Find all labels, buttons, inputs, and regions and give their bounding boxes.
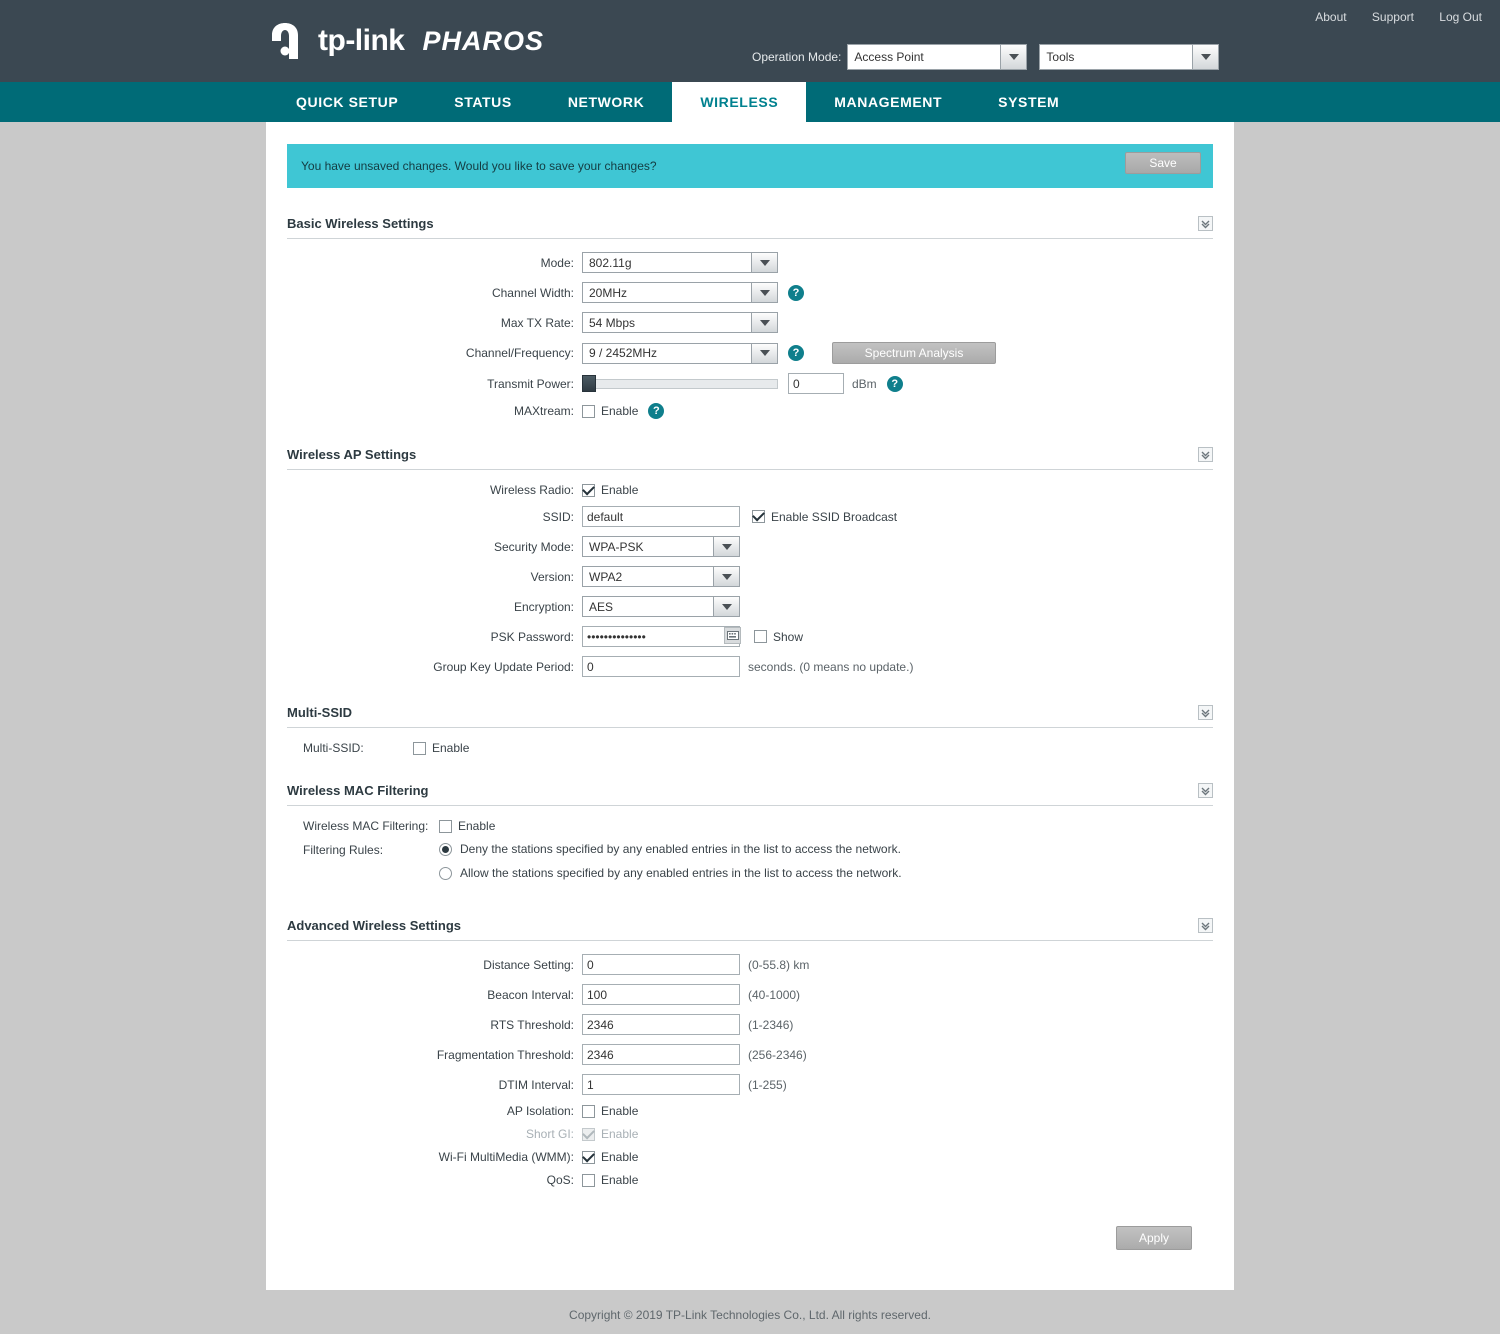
rule-allow-label: Allow the stations specified by any enabled entries in the list to access the network. [460, 866, 902, 880]
field-ssid [287, 506, 1213, 527]
distance-hint: (0-55.8) km [748, 957, 810, 972]
wmm-checkbox[interactable] [582, 1151, 595, 1164]
mac-filtering-checkbox[interactable] [439, 820, 452, 833]
ap-isolation-checkbox[interactable] [582, 1105, 595, 1118]
chevron-down-icon [713, 597, 739, 616]
rts-hint: (1-2346) [748, 1017, 794, 1032]
wmm-checkbox-wrap[interactable] [582, 1150, 638, 1164]
field-qos [287, 1173, 1213, 1187]
version-label: Version: [530, 569, 574, 584]
brand-logo [268, 21, 544, 61]
channel-frequency-select[interactable] [582, 343, 778, 364]
channel-width-value: 20MHz [589, 285, 628, 300]
chevron-down-icon[interactable] [1198, 216, 1213, 231]
psk-password-label: PSK Password: [490, 629, 574, 644]
chevron-down-icon [751, 283, 777, 302]
chevron-down-icon [1192, 45, 1218, 69]
wmm-enable-label: Enable [601, 1150, 639, 1164]
section-body [287, 806, 1213, 890]
field-short-gi [287, 1127, 1213, 1141]
chevron-down-icon[interactable] [1198, 918, 1213, 933]
rule-deny-radio[interactable] [439, 843, 452, 856]
short-gi-checkbox [582, 1128, 595, 1141]
ssid-input[interactable] [582, 506, 740, 527]
chevron-down-icon[interactable] [1198, 705, 1213, 720]
maxstream-checkbox-wrap[interactable] [582, 404, 638, 418]
section-body [287, 239, 1213, 419]
max-tx-rate-select[interactable] [582, 312, 778, 333]
field-transmit-power [287, 373, 1213, 394]
section-multi-ssid [287, 705, 1213, 755]
field-wireless-radio [287, 483, 1213, 497]
nav-quick-setup[interactable]: QUICK SETUP [296, 94, 399, 110]
group-key-label: Group Key Update Period: [433, 659, 574, 674]
field-channel-width [287, 282, 1213, 303]
section-body [287, 941, 1213, 1187]
ssid-broadcast-checkbox[interactable] [752, 510, 765, 523]
field-version [287, 566, 1213, 587]
unsaved-changes-banner [287, 144, 1213, 188]
channel-frequency-label: Channel/Frequency: [465, 346, 574, 360]
short-gi-checkbox-wrap [582, 1127, 638, 1141]
help-icon[interactable]: ? [648, 403, 664, 419]
brand-name: tp-link [318, 24, 405, 57]
ssid-label: SSID: [542, 509, 574, 524]
group-key-hint: seconds. (0 means no update.) [748, 659, 914, 674]
nav-management[interactable]: MANAGEMENT [834, 94, 943, 110]
show-password-label: Show [773, 629, 804, 644]
product-name: PHAROS [422, 25, 545, 56]
section-advanced-wireless [287, 918, 1213, 1187]
rule-deny-label: Deny the stations specified by any enabled entries in the list to access the network. [460, 842, 901, 856]
filtering-rules-label: Filtering Rules: [303, 843, 384, 857]
section-header [287, 783, 1213, 806]
transmit-power-label: Transmit Power: [487, 376, 574, 391]
maxstream-checkbox[interactable] [582, 405, 595, 418]
maxstream-enable-label: Enable [601, 404, 639, 418]
help-icon[interactable]: ? [788, 285, 804, 301]
field-distance-setting [287, 954, 1213, 975]
chevron-down-icon[interactable] [1198, 447, 1213, 462]
distance-label: Distance Setting: [483, 957, 574, 972]
ssid-broadcast-label: Enable SSID Broadcast [771, 509, 898, 524]
support-link[interactable]: Support [1371, 10, 1414, 24]
mode-select[interactable] [582, 252, 778, 273]
security-mode-select[interactable] [582, 536, 740, 557]
group-key-input[interactable] [582, 656, 740, 677]
maxstream-label: MAXtream: [513, 404, 574, 418]
field-maxstream [287, 403, 1213, 419]
fragmentation-input[interactable] [582, 1044, 740, 1065]
multi-ssid-enable-label: Enable [432, 741, 470, 755]
nav-status[interactable]: STATUS [454, 94, 512, 110]
wireless-radio-checkbox-wrap[interactable] [582, 483, 638, 497]
rule-deny-option[interactable] [439, 842, 902, 856]
top-header [0, 0, 1500, 82]
nav-network[interactable]: NETWORK [567, 94, 645, 110]
section-header [287, 918, 1213, 941]
section-title-ap: Wireless AP Settings [287, 447, 417, 462]
ssid-broadcast-wrap[interactable] [752, 510, 897, 524]
field-channel-frequency [287, 342, 1213, 364]
apply-button[interactable]: Apply [1116, 1226, 1192, 1250]
field-dtim-interval [287, 1074, 1213, 1095]
transmit-power-slider[interactable] [582, 373, 778, 394]
section-header [287, 705, 1213, 728]
chevron-down-icon [751, 313, 777, 332]
tools-value: Tools [1046, 50, 1075, 64]
chevron-down-icon [713, 537, 739, 556]
channel-width-label: Channel Width: [491, 285, 574, 300]
show-password-wrap[interactable] [754, 630, 803, 644]
mode-label: Mode: [540, 255, 574, 270]
max-tx-rate-value: 54 Mbps [589, 315, 636, 330]
rule-allow-option[interactable] [439, 866, 902, 880]
header-links [1293, 10, 1482, 24]
field-max-tx-rate [287, 312, 1213, 333]
wireless-radio-enable-label: Enable [601, 483, 639, 497]
rts-label: RTS Threshold: [490, 1017, 574, 1032]
operation-mode-label: Operation Mode: [752, 50, 842, 64]
nav-system[interactable]: SYSTEM [998, 94, 1060, 110]
field-psk-password [287, 626, 1213, 647]
wmm-label: Wi-Fi MultiMedia (WMM): [438, 1150, 574, 1164]
rule-allow-radio[interactable] [439, 867, 452, 880]
chevron-down-icon [713, 567, 739, 586]
field-encryption [287, 596, 1213, 617]
save-button[interactable]: Save [1125, 152, 1201, 174]
field-multi-ssid [287, 741, 1213, 755]
chevron-down-icon [1000, 45, 1026, 69]
fragmentation-label: Fragmentation Threshold: [436, 1047, 574, 1062]
dtim-input[interactable] [582, 1074, 740, 1095]
main-nav [0, 82, 1500, 122]
mac-filtering-enable-label: Enable [458, 819, 496, 833]
operation-mode-group [752, 44, 1219, 70]
transmit-power-input[interactable] [788, 373, 844, 394]
section-header [287, 216, 1213, 239]
version-value: WPA2 [589, 569, 623, 584]
section-title-advanced: Advanced Wireless Settings [287, 918, 461, 933]
fragmentation-hint: (256-2346) [748, 1047, 807, 1062]
encryption-select[interactable] [582, 596, 740, 617]
field-wmm [287, 1150, 1213, 1164]
ap-isolation-enable-label: Enable [601, 1104, 639, 1118]
section-basic-wireless [287, 216, 1213, 419]
operation-mode-value: Access Point [854, 50, 924, 64]
short-gi-label: Short GI: [525, 1127, 574, 1141]
section-title-macfilter: Wireless MAC Filtering [287, 783, 429, 798]
field-mode [287, 252, 1213, 273]
mode-value: 802.11g [589, 255, 632, 270]
field-mac-filtering [287, 819, 1213, 833]
channel-width-select[interactable] [582, 282, 778, 303]
section-title-multissid: Multi-SSID [287, 705, 352, 720]
multi-ssid-checkbox-wrap[interactable] [413, 741, 469, 755]
operation-mode-select[interactable] [847, 44, 1027, 70]
page-content [266, 122, 1234, 1290]
security-mode-label: Security Mode: [493, 539, 574, 554]
dtim-label: DTIM Interval: [498, 1077, 574, 1092]
field-fragmentation-threshold [287, 1044, 1213, 1065]
max-tx-rate-label: Max TX Rate: [500, 315, 574, 330]
section-header [287, 447, 1213, 470]
field-beacon-interval [287, 984, 1213, 1005]
field-rts-threshold [287, 1014, 1213, 1035]
chevron-down-icon [751, 344, 777, 363]
keyboard-icon[interactable] [724, 627, 741, 644]
multi-ssid-checkbox[interactable] [413, 742, 426, 755]
version-select[interactable] [582, 566, 740, 587]
help-icon[interactable]: ? [788, 345, 804, 361]
apply-row [287, 1196, 1213, 1250]
logout-link[interactable]: Log Out [1439, 10, 1482, 24]
wireless-radio-checkbox[interactable] [582, 484, 595, 497]
spectrum-analysis-button[interactable]: Spectrum Analysis [832, 342, 996, 364]
section-wireless-ap [287, 447, 1213, 677]
field-filtering-rules [287, 842, 1213, 890]
short-gi-enable-label: Enable [601, 1127, 639, 1141]
mac-filtering-label: Wireless MAC Filtering: [303, 819, 429, 833]
mac-filtering-checkbox-wrap[interactable] [439, 819, 495, 833]
about-link[interactable]: About [1315, 10, 1347, 24]
rts-input[interactable] [582, 1014, 740, 1035]
dbm-label: dBm [852, 376, 877, 391]
beacon-hint: (40-1000) [748, 987, 801, 1002]
unsaved-changes-text: You have unsaved changes. Would you like to save your changes? [301, 159, 657, 173]
qos-enable-label: Enable [601, 1173, 639, 1187]
beacon-input[interactable] [582, 984, 740, 1005]
qos-checkbox-wrap[interactable] [582, 1173, 638, 1187]
psk-password-input[interactable] [582, 626, 740, 647]
tools-select[interactable] [1039, 44, 1219, 70]
wireless-radio-label: Wireless Radio: [489, 483, 574, 497]
section-body [287, 728, 1213, 755]
encryption-label: Encryption: [513, 599, 574, 614]
qos-label: QoS: [546, 1173, 574, 1187]
chevron-down-icon[interactable] [1198, 783, 1213, 798]
field-security-mode [287, 536, 1213, 557]
multi-ssid-label: Multi-SSID: [303, 741, 364, 755]
section-title-basic: Basic Wireless Settings [287, 216, 434, 231]
dtim-hint: (1-255) [748, 1077, 787, 1092]
qos-checkbox[interactable] [582, 1174, 595, 1187]
chevron-down-icon [751, 253, 777, 272]
channel-frequency-value: 9 / 2452MHz [589, 346, 658, 360]
field-group-key-update [287, 656, 1213, 677]
tplink-logo-icon [268, 21, 312, 61]
help-icon[interactable]: ? [887, 376, 903, 392]
section-body [287, 470, 1213, 677]
ap-isolation-label: AP Isolation: [506, 1104, 574, 1118]
show-password-checkbox[interactable] [754, 630, 767, 643]
distance-input[interactable] [582, 954, 740, 975]
section-mac-filtering [287, 783, 1213, 890]
slider-handle[interactable] [582, 375, 596, 392]
nav-wireless[interactable]: WIRELESS [672, 82, 806, 122]
slider-track [582, 379, 778, 389]
ap-isolation-checkbox-wrap[interactable] [582, 1104, 638, 1118]
footer-copyright: Copyright © 2019 TP-Link Technologies Co., Ltd. All rights reserved. [0, 1290, 1500, 1334]
beacon-label: Beacon Interval: [487, 987, 574, 1002]
encryption-value: AES [589, 599, 614, 614]
security-mode-value: WPA-PSK [589, 539, 644, 554]
field-ap-isolation [287, 1104, 1213, 1118]
